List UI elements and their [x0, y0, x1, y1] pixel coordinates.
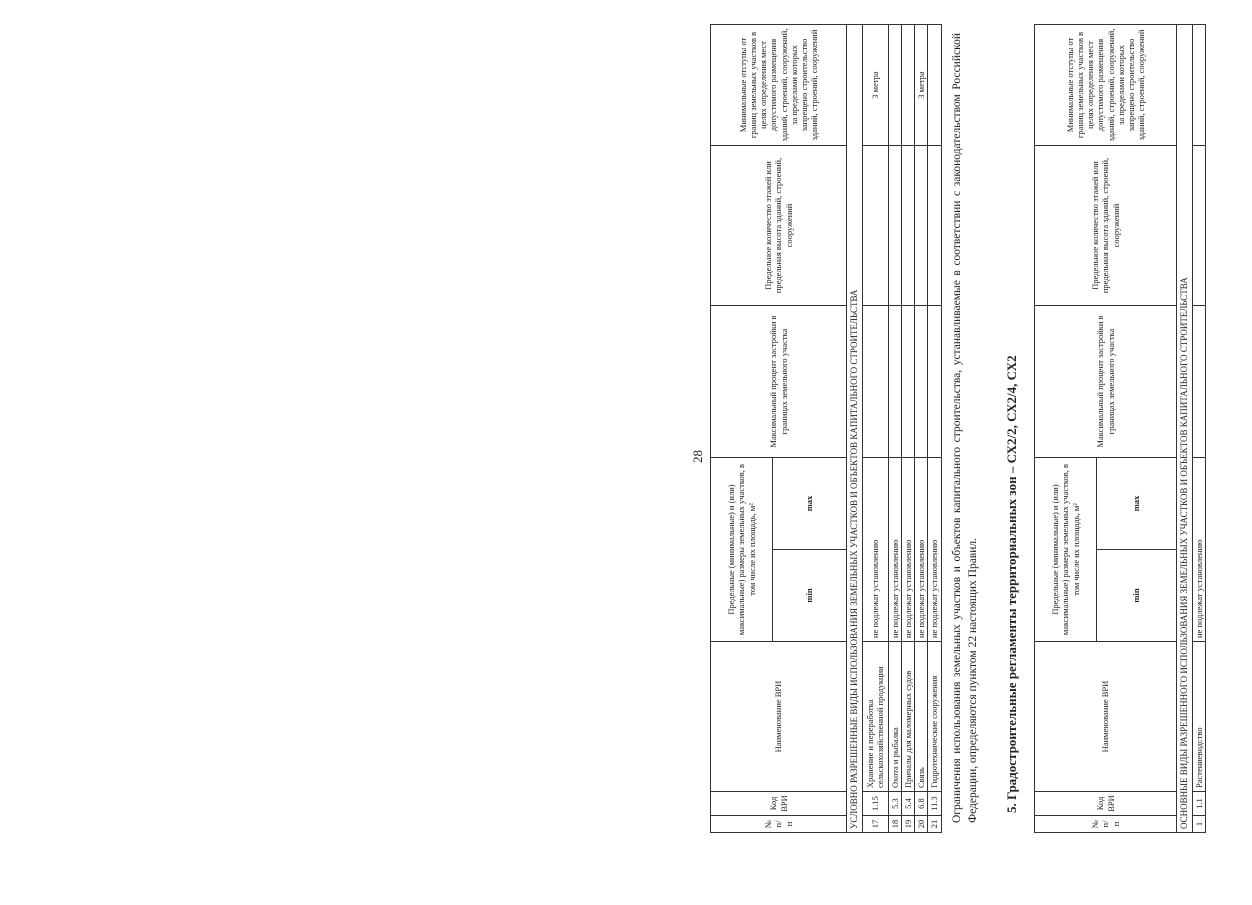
col-code-header: Код ВРИ: [1035, 792, 1177, 816]
row-floors: [1192, 146, 1205, 306]
row-percent: [901, 306, 914, 458]
restrictions-paragraph: Ограничения использования земельных участков и объектов капитального строительства, устанавливаемые в соответствии с законодательством Российской Федерации, определяются пунктом 22 настоящих Правил.: [951, 33, 979, 823]
row-num: 17: [862, 816, 888, 833]
row-area: не подлежат установлению: [888, 458, 901, 642]
col-percent-header: Максимальный процент застройки в границах земельного участка: [711, 306, 847, 458]
row-percent: [862, 306, 888, 458]
row-setback: [1192, 25, 1205, 146]
row-code: 5.3: [888, 792, 901, 816]
page-number: 28: [690, 450, 705, 463]
row-num: 18: [888, 816, 901, 833]
table2-section-row: [1177, 25, 1193, 833]
row-code: 1.1: [1192, 792, 1205, 816]
row-area: не подлежат установлению: [901, 458, 914, 642]
col-min-header: min: [773, 550, 847, 642]
table1-header-row: [711, 25, 773, 833]
row-num: 1: [1192, 816, 1205, 833]
row-setback: [928, 25, 941, 146]
row-area: не подлежат установлению: [928, 458, 941, 642]
row-setback: 3 метра: [862, 25, 888, 146]
table1-section-row: [847, 25, 863, 833]
section-conditional-title: УСЛОВНО РАЗРЕШЕННЫЕ ВИДЫ ИСПОЛЬЗОВАНИЯ ЗЕМЕЛЬНЫХ УЧАСТКОВ И ОБЪЕКТОВ КАПИТАЛЬНОГО СТРОИТЕЛЬСТВА: [847, 25, 863, 833]
row-name: Связь: [915, 642, 928, 792]
row-percent: [1192, 306, 1205, 458]
row-area: не подлежат установлению: [862, 458, 888, 642]
table-row: [862, 25, 888, 833]
row-floors: [888, 146, 901, 306]
col-percent-header: Максимальный процент застройки в границах земельного участка: [1035, 306, 1177, 458]
row-num: 20: [915, 816, 928, 833]
col-floors-header: Предельное количество этажей или предельная высота зданий, строений, сооружений: [711, 146, 847, 306]
row-setback: [901, 25, 914, 146]
section-5-heading: 5. Градостроительные регламенты территориальных зон – СХ2/2, СХ2/4, СХ2: [1004, 355, 1019, 813]
row-code: 1.15: [862, 792, 888, 816]
row-setback: [888, 25, 901, 146]
row-code: 11.3: [928, 792, 941, 816]
row-num: 21: [928, 816, 941, 833]
col-name-header: Наименование ВРИ: [711, 642, 847, 792]
row-code: 6.8: [915, 792, 928, 816]
row-name: Растениеводство: [1192, 642, 1205, 792]
row-percent: [928, 306, 941, 458]
rotated-page: [632, 13, 1252, 893]
row-code: 5.4: [901, 792, 914, 816]
row-floors: [901, 146, 914, 306]
regulations-table-2: [1034, 24, 1206, 833]
row-name: Причалы для маломерных судов: [901, 642, 914, 792]
col-min-header: min: [1097, 550, 1177, 642]
col-num-header: № п/п: [711, 816, 847, 833]
row-percent: [888, 306, 901, 458]
row-floors: [862, 146, 888, 306]
col-setback-header: Минимальные отступы от границ земельных участков в целях определения мест допустимого размещения зданий, строений, сооружений, за пределами которых запрещено строительство зданий, строений, сооружений: [711, 25, 847, 146]
col-max-header: max: [1097, 458, 1177, 550]
row-area: не подлежат установлению: [915, 458, 928, 642]
col-num-header: № п/п: [1035, 816, 1177, 833]
row-name: Хранение и переработка сельскохозяйственной продукции: [862, 642, 888, 792]
col-setback-header: Минимальные отступы от границ земельных участков в целях определения мест допустимого размещения зданий, строений, сооружений, за пределами которых запрещено строительство зданий, строений, сооружений: [1035, 25, 1177, 146]
regulations-table-1: [710, 24, 942, 833]
col-area-header: Предельные (минимальные) и (или) максимальные) размеры земельных участков, в том числе их площадь, м²: [1035, 458, 1097, 642]
section-main-title: ОСНОВНЫЕ ВИДЫ РАЗРЕШЕННОГО ИСПОЛЬЗОВАНИЯ ЗЕМЕЛЬНЫХ УЧАСТКОВ И ОБЪЕКТОВ КАПИТАЛЬНОГО СТРОИТЕЛЬСТВА: [1177, 25, 1193, 833]
row-floors: [915, 146, 928, 306]
row-name: Охота и рыбалка: [888, 642, 901, 792]
col-area-header: Предельные (минимальные) и (или) максимальные) размеры земельных участков, в том числе их площадь, м²: [711, 458, 773, 642]
col-floors-header: Предельное количество этажей или предельная высота зданий, строений, сооружений: [1035, 146, 1177, 306]
row-floors: [928, 146, 941, 306]
col-name-header: Наименование ВРИ: [1035, 642, 1177, 792]
table-row: [888, 25, 901, 833]
row-setback: 3 метра: [915, 25, 928, 146]
table2-header-row: [1035, 25, 1097, 833]
row-num: 19: [901, 816, 914, 833]
table-row: [1192, 25, 1205, 833]
col-max-header: max: [773, 458, 847, 550]
col-code-header: Код ВРИ: [711, 792, 847, 816]
table-row: [915, 25, 928, 833]
row-name: Гидротехнические сооружения: [928, 642, 941, 792]
row-percent: [915, 306, 928, 458]
table-row: [928, 25, 941, 833]
table-row: [901, 25, 914, 833]
row-area: не подлежат установлению: [1192, 458, 1205, 642]
